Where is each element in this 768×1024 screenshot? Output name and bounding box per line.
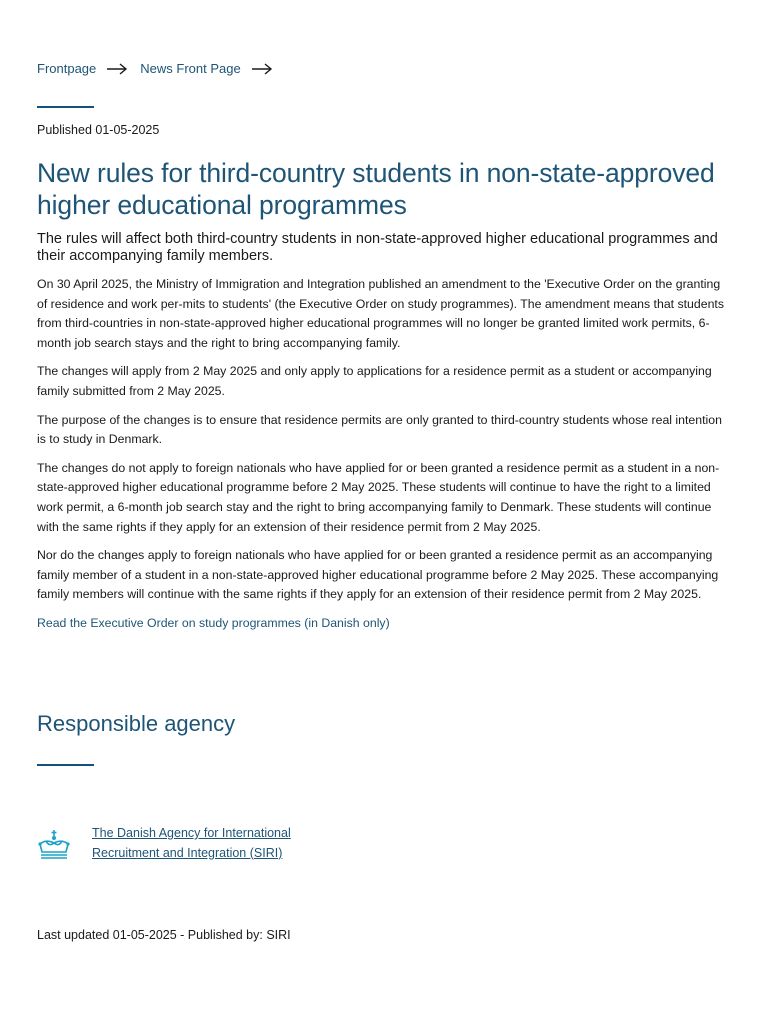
arrow-right-icon (106, 62, 128, 76)
article-paragraph: The purpose of the changes is to ensure that residence permits are only granted to third-country students whose real intention is to study in Denmark. (37, 412, 722, 447)
responsible-agency-heading: Responsible agency (37, 711, 236, 736)
article-paragraph: Nor do the changes apply to foreign nationals who have applied for or been granted a residence permit as an accompanying family member of a student in a non-state-approved higher educational programme before 2 May 2025. These accompanying family members will continue with the same rights if they apply for an extension of their residence permit from 2 May 2025. (37, 548, 719, 602)
agency-card (37, 824, 292, 863)
arrow-right-icon (251, 62, 273, 76)
last-updated: Last updated 01-05-2025 - Published by: SIRI (37, 928, 291, 942)
divider (37, 106, 94, 108)
breadcrumb-news-front-page[interactable]: News Front Page (140, 61, 241, 76)
article-paragraph: The changes do not apply to foreign nationals who have applied for or been granted a residence permit as a student in a non-state-approved higher educational programme before 2 May 2025. These students will continue to have the right to a limited work permit, a 6-month job search stay and the right to bring accompanying family to Denmark. These students will continue with the same rights if they apply for an extension of their residence permit from 2 May 2025. (37, 460, 720, 534)
article-lead: The rules will affect both third-country students in non-state-approved higher educational programmes and their accompanying family members. (37, 231, 718, 264)
article-paragraph: The changes will apply from 2 May 2025 and only apply to applications for a residence permit as a student or accompanying family submitted from 2 May 2025. (37, 364, 712, 398)
agency-link[interactable]: The Danish Agency for International Recruitment and Integration (SIRI) (92, 826, 291, 860)
breadcrumb (37, 61, 285, 76)
page-title: New rules for third-country students in non-state-approved higher educational programmes (37, 158, 715, 220)
article-paragraph: On 30 April 2025, the Ministry of Immigration and Integration published an amendment to the 'Executive Order on the granting of residence and work per-mits to students' (the Executive Order on study programmes). The amendment means that students from third-countries in non-state-approved higher educational programmes will no longer be granted limited work permits, 6-month job search stays and the right to bring accompanying family. (37, 277, 724, 350)
article-body (37, 275, 729, 634)
breadcrumb-frontpage[interactable]: Frontpage (37, 61, 97, 76)
executive-order-link[interactable]: Read the Executive Order on study programmes (in Danish only) (37, 615, 390, 630)
crown-icon (37, 829, 71, 859)
divider (37, 764, 94, 766)
published-date: Published 01-05-2025 (37, 123, 160, 137)
